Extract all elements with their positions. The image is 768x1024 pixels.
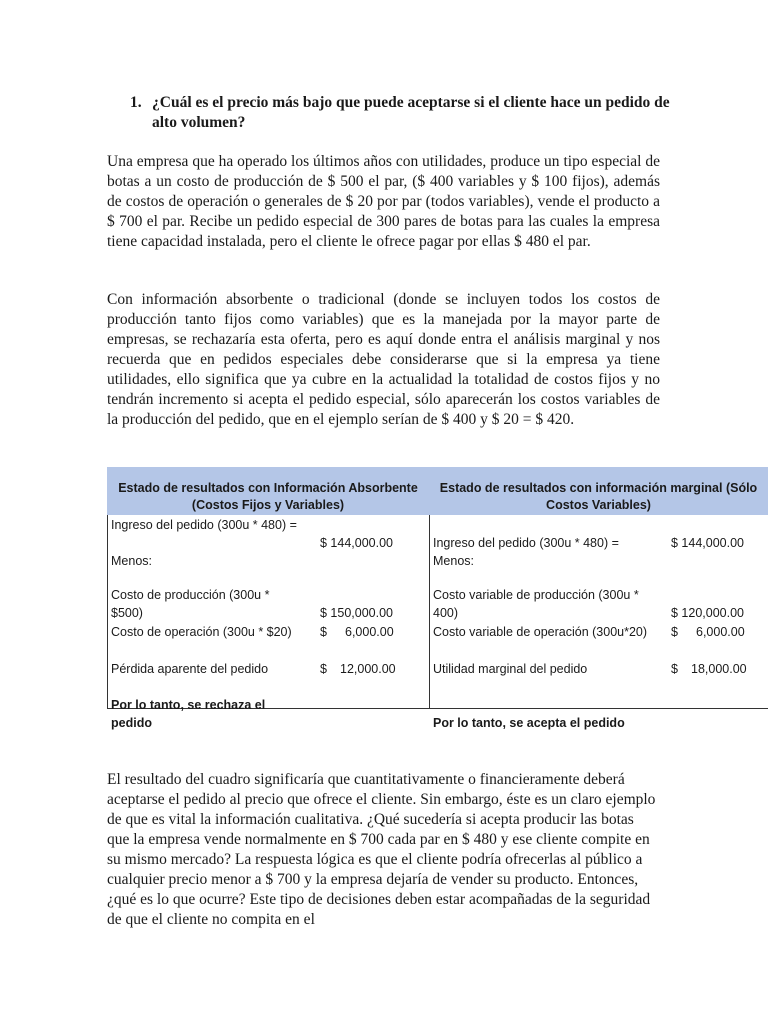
table-header-absorbent bbox=[107, 467, 429, 515]
left-ingreso-label: Ingreso del pedido (300u * 480) = bbox=[111, 518, 297, 532]
left-resultado-sign: $ bbox=[320, 662, 327, 676]
left-costo-produccion-value: $ 150,000.00 bbox=[320, 606, 393, 620]
left-resultado-value: 12,000.00 bbox=[340, 662, 396, 676]
paragraph-conclusion: El resultado del cuadro significaría que cuantitativamente o financieramente deberá aceptarse el pedido al precio que ofrece el cliente. Sin embargo, éste es un claro ejemplo de que es vital la información cualitativa. ¿Qué sucedería si acepta producir las botas que la empresa vende normalmente en $ 700 cada par en $ 480 y ese cliente compite en su mismo mercado? La respuesta lógica es que el cliente podría ofrecerlas al público a cualquier precio menor a $ 700 y la empresa dejaría de vender su producto. Entonces, ¿qué es lo que ocurre? Este tipo de decisiones deben estar acompañadas de la seguridad de que el cliente no compita en el bbox=[107, 771, 656, 928]
right-costo-produccion-value: $ 120,000.00 bbox=[671, 606, 744, 620]
left-costo-produccion-label: Costo de producción (300u * $500) bbox=[111, 588, 270, 620]
right-ingreso-label: Ingreso del pedido (300u * 480) = bbox=[433, 536, 619, 550]
question-number: 1. bbox=[130, 94, 142, 111]
right-resultado-label: Utilidad marginal del pedido bbox=[433, 662, 588, 676]
table-header-absorbent-text: Estado de resultados con Información Absorbente (Costos Fijos y Variables) bbox=[118, 481, 418, 512]
paragraph-intro: Una empresa que ha operado los últimos años con utilidades, produce un tipo especial de botas a un costo de producción de $ 500 el par, ($ 400 variables y $ 100 fijos), además de costos de operación o generales de $ 20 por par (todos variables), vende el producto a $ 700 el par. Recibe un pedido especial de 300 pares de botas para las cuales la empresa tiene capacidad instalada, pero el cliente le ofrece pagar por ellas $ 480 el par. bbox=[107, 153, 660, 250]
right-costo-operacion-label: Costo variable de operación (300u*20) bbox=[433, 625, 648, 639]
left-costo-operacion-label: Costo de operación (300u * $20) bbox=[111, 625, 292, 639]
right-menos-label: Menos: bbox=[433, 554, 474, 568]
right-costo-operacion-sign: $ bbox=[671, 625, 678, 639]
left-ingreso-value: $ 144,000.00 bbox=[320, 536, 393, 550]
right-costo-produccion-label: Costo variable de producción (300u * 400) bbox=[433, 588, 639, 620]
question-heading bbox=[130, 93, 670, 133]
question-text: ¿Cuál es el precio más bajo que puede aceptarse si el cliente hace un pedido de alto volumen? bbox=[152, 94, 670, 131]
left-resultado-label: Pérdida aparente del pedido bbox=[111, 662, 269, 676]
table-header-marginal bbox=[429, 467, 768, 515]
left-conclusion: Por lo tanto, se rechaza el pedido bbox=[111, 698, 266, 730]
table-header-marginal-text: Estado de resultados con información marginal (Sólo Costos Variables) bbox=[439, 481, 758, 512]
right-resultado-sign: $ bbox=[671, 662, 678, 676]
left-costo-operacion-sign: $ bbox=[320, 625, 327, 639]
right-costo-operacion-value: 6,000.00 bbox=[696, 625, 745, 639]
left-costo-operacion-value: 6,000.00 bbox=[345, 625, 394, 639]
left-menos-label: Menos: bbox=[111, 554, 152, 568]
income-statement-table bbox=[107, 467, 768, 737]
paragraph-absorbent: Con información absorbente o tradicional (donde se incluyen todos los costos de producción tanto fijos como variables) que es la manejada por la mayor parte de empresas, se rechazaría esta oferta, pero es aquí donde entra el análisis marginal y nos recuerda que en pedidos especiales debe considerarse que si la empresa ya tiene utilidades, ello significa que ya cubre en la actualidad la totalidad de costos fijos y no tendrán incremento si acepta el pedido especial, sólo aparecerán los costos variables de la producción del pedido, que en el ejemplo serían de $ 400 y $ 20 = $ 420. bbox=[107, 291, 660, 428]
right-conclusion: Por lo tanto, se acepta el pedido bbox=[433, 716, 625, 730]
right-resultado-value: 18,000.00 bbox=[691, 662, 747, 676]
right-ingreso-value: $ 144,000.00 bbox=[671, 536, 744, 550]
